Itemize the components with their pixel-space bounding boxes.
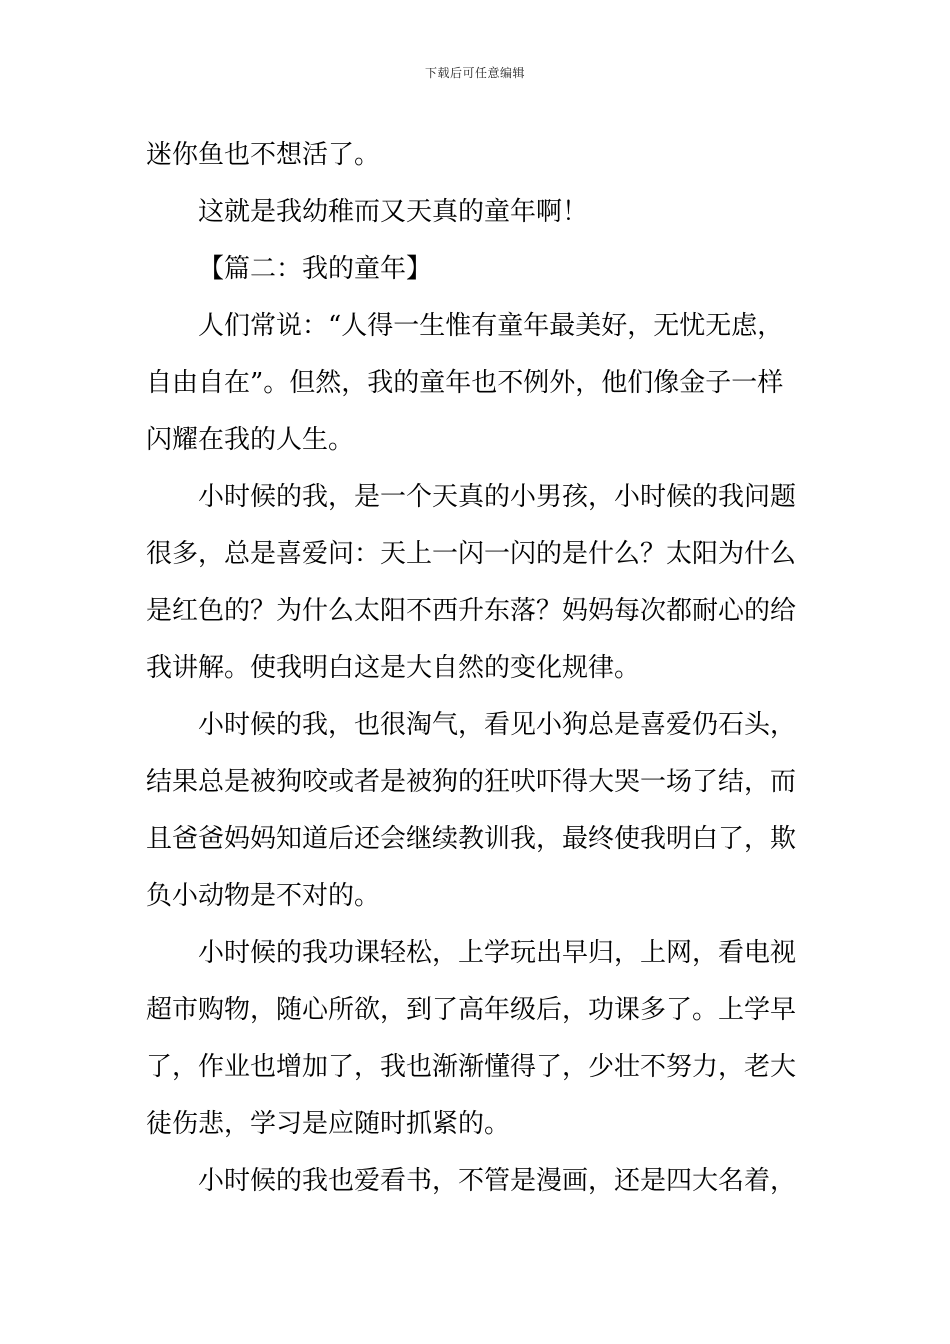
text-line-13: 且爸爸妈妈知道后还会继续教训我，最终使我明白了，欺 xyxy=(146,824,797,854)
text-line-14: 负小动物是不对的。 xyxy=(146,881,381,911)
section-heading: 【篇二：我的童年】 xyxy=(198,254,433,284)
text-line-5: 自由自在”。但然，我的童年也不例外，他们像金子一样 xyxy=(146,368,784,398)
text-line-6: 闪耀在我的人生。 xyxy=(146,425,355,455)
text-line-7: 小时候的我，是一个天真的小男孩，小时候的我问题 xyxy=(198,482,797,512)
page-header: 下载后可任意编辑 xyxy=(424,66,525,80)
text-line-16: 超市购物，随心所欲，到了高年级后，功课多了。上学早 xyxy=(146,995,797,1025)
text-line-2: 这就是我幼稚而又天真的童年啊！ xyxy=(198,197,589,227)
text-line-9: 是红色的？为什么太阳不西升东落？妈妈每次都耐心的给 xyxy=(146,596,797,626)
text-line-8: 很多，总是喜爱问：天上一闪一闪的是什么？太阳为什么 xyxy=(146,539,797,569)
text-line-4: 人们常说：“人得一生惟有童年最美好，无忧无虑， xyxy=(198,311,784,341)
text-line-12: 结果总是被狗咬或者是被狗的狂吠吓得大哭一场了结，而 xyxy=(146,767,797,797)
text-line-11: 小时候的我，也很淘气，看见小狗总是喜爱仍石头， xyxy=(198,710,797,740)
text-line-18: 徒伤悲，学习是应随时抓紧的。 xyxy=(146,1109,511,1139)
text-line-15: 小时候的我功课轻松，上学玩出早归，上网，看电视 xyxy=(198,938,797,968)
document-body xyxy=(146,127,806,1210)
text-line-1: 迷你鱼也不想活了。 xyxy=(146,140,381,170)
text-line-10: 我讲解。使我明白这是大自然的变化规律。 xyxy=(146,653,641,683)
text-line-17: 了，作业也增加了，我也渐渐懂得了，少壮不努力，老大 xyxy=(146,1052,797,1082)
text-line-19: 小时候的我也爱看书，不管是漫画，还是四大名着， xyxy=(198,1166,797,1196)
